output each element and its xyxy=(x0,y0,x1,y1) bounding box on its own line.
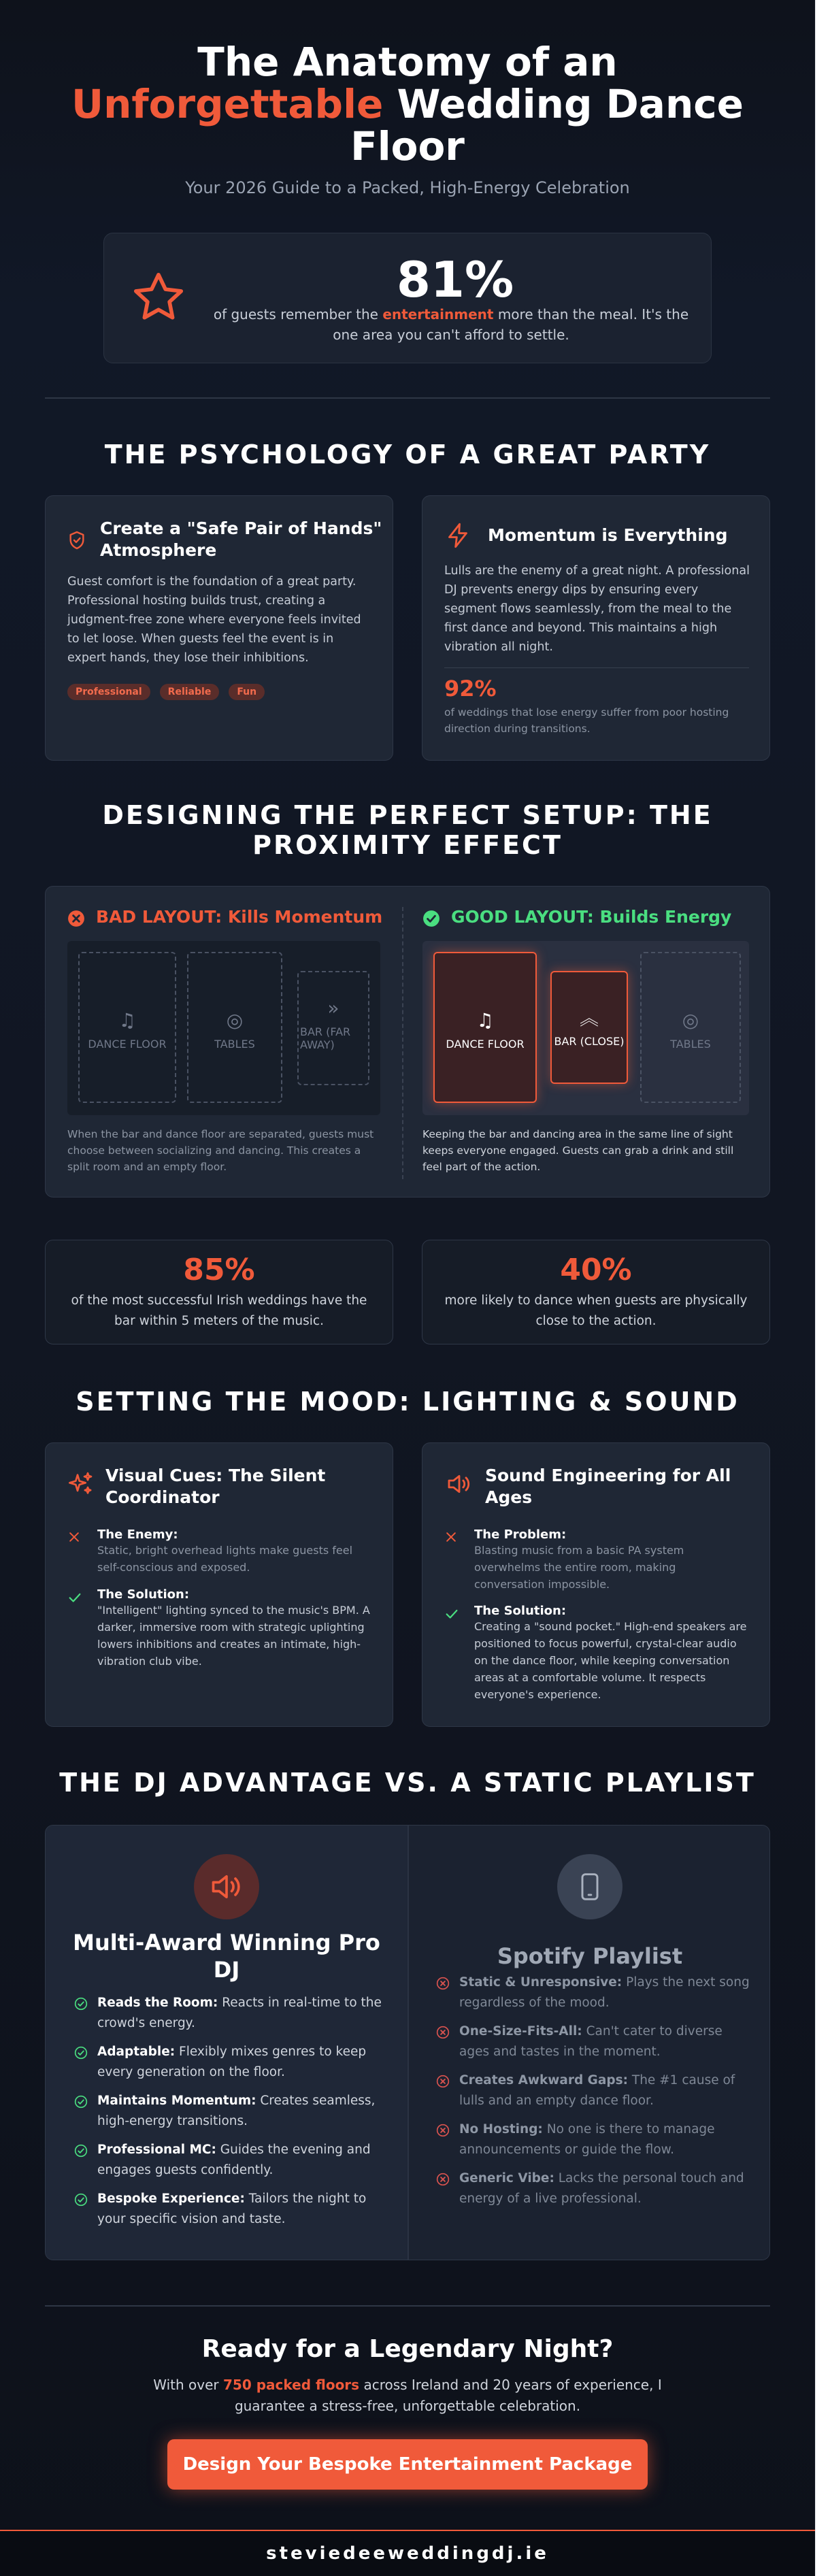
momentum-body: Lulls are the enemy of a great night. A professional DJ prevents energy dips by ensuring every segment flows seamlessly, from the meal to the first dance and beyond. This maintains a high vibration all night. xyxy=(444,564,750,654)
target-icon: ◎ xyxy=(682,1009,699,1031)
item-label: Maintains Momentum: xyxy=(97,2094,256,2108)
x-circle-icon xyxy=(436,2075,450,2088)
playlist-item xyxy=(436,2021,756,2062)
check-circle-icon xyxy=(74,2046,88,2060)
hero-stat-card xyxy=(103,233,712,363)
safe-hands-card xyxy=(45,495,393,761)
momentum-title: Momentum is Everything xyxy=(488,525,728,545)
enemy-label: The Enemy: xyxy=(97,1528,178,1542)
zone-tables-bad xyxy=(187,952,282,1103)
mood-title: SETTING THE MOOD: LIGHTING & SOUND xyxy=(76,1387,740,1417)
item-text: Tailors the night to your specific vision and taste. xyxy=(97,2192,367,2226)
check-circle-icon xyxy=(74,1997,88,2011)
footer-site[interactable]: steviedeeweddingdj.ie xyxy=(0,2530,815,2576)
momentum-card xyxy=(422,495,770,761)
cta-text-before: With over xyxy=(153,2377,219,2393)
stat-text: of the most successful Irish weddings have the bar within 5 meters of the music. xyxy=(71,1293,367,1328)
stat-value: 40% xyxy=(560,1253,632,1287)
layout-comparison-card xyxy=(45,886,770,1198)
chevrons-up-icon: ︽ xyxy=(579,1007,599,1029)
dj-item xyxy=(74,2189,394,2230)
solution-text: Creating a "sound pocket." High-end speakers are positioned to focus powerful, crystal-clear audio on the dance floor, while keeping conversation areas at a comfortable volume. It respects everyone's experience. xyxy=(474,1620,747,1701)
tag-professional: Professional xyxy=(67,684,150,700)
item-label: Reads the Room: xyxy=(97,1996,218,2010)
lightning-icon xyxy=(444,521,471,550)
x-circle-icon xyxy=(436,2026,450,2039)
item-label: Generic Vibe: xyxy=(459,2171,554,2185)
x-circle-icon xyxy=(436,2173,450,2186)
sound-engineering-title: Sound Engineering for All Ages xyxy=(485,1466,731,1507)
x-circle-icon xyxy=(436,1977,450,1990)
zone-label: TABLES xyxy=(670,1038,711,1051)
safe-hands-body: Guest comfort is the foundation of a great party. Professional hosting builds trust, creating a judgment-free zone where everyone feels invited to let loose. When guests feel the event is in expert hands, they lose their inhibitions. xyxy=(67,575,361,665)
x-circle-icon xyxy=(436,2124,450,2137)
music-note-icon: ♫ xyxy=(118,1009,136,1031)
safe-hands-title: Create a "Safe Pair of Hands" Atmosphere xyxy=(100,518,382,560)
hero-stat-value: 81% xyxy=(396,251,514,308)
check-circle-icon xyxy=(74,2193,88,2207)
zone-label: BAR (FAR AWAY) xyxy=(300,1025,351,1051)
tag-list xyxy=(67,684,265,700)
psychology-title: THE PSYCHOLOGY OF A GREAT PARTY xyxy=(104,440,711,469)
hero-stat-accent: entertainment xyxy=(382,306,494,323)
title-line-3: Floor xyxy=(350,123,465,169)
bad-layout-diagram xyxy=(67,941,380,1115)
check-circle-icon xyxy=(422,910,440,927)
problem-text: Blasting music from a basic PA system overwhelms the entire room, making conversation impossible. xyxy=(474,1544,684,1591)
solution-text: "Intelligent" lighting synced to the music's BPM. A darker, immersive room with strategic uplighting lowers inhibitions and creates an intimate, high-vibration club vibe. xyxy=(97,1604,370,1668)
cta-text-after: across Ireland and 20 years of experience, I guarantee a stress-free, unforgettable celebration. xyxy=(234,2377,662,2414)
item-label: No Hosting: xyxy=(459,2122,543,2136)
scrollbar-track[interactable] xyxy=(815,0,830,2576)
item-text: The #1 cause of lulls and an empty dance floor. xyxy=(459,2073,735,2108)
item-text: Flexibly mixes genres to keep every generation on the floor. xyxy=(97,2045,367,2079)
check-circle-icon xyxy=(74,2144,88,2158)
bad-layout-heading: BAD LAYOUT: Kills Momentum xyxy=(96,907,383,927)
setup-title-line-2: PROXIMITY EFFECT xyxy=(252,830,563,860)
cta-text-accent: 750 packed floors xyxy=(223,2377,360,2393)
zone-dance-floor-bad xyxy=(78,952,176,1103)
dj-item xyxy=(74,1993,394,2034)
zone-tables-good xyxy=(640,952,741,1103)
momentum-divider xyxy=(444,667,749,668)
title-line-1: The Anatomy of an xyxy=(197,39,618,85)
layout-divider xyxy=(402,907,403,1179)
chevrons-right-icon: » xyxy=(327,997,339,1019)
speaker-icon xyxy=(444,1470,474,1498)
title-line-2: Wedding Dance xyxy=(397,81,744,127)
tag-reliable: Reliable xyxy=(160,684,220,700)
visual-cues-title: Visual Cues: The Silent Coordinator xyxy=(105,1466,326,1507)
divider xyxy=(45,2305,770,2307)
playlist-item xyxy=(436,2070,756,2111)
design-package-button[interactable]: Design Your Bespoke Entertainment Package xyxy=(167,2439,648,2490)
item-text: Can't cater to diverse ages and tastes in the moment. xyxy=(459,2024,723,2059)
dj-item xyxy=(74,2042,394,2083)
comparison-title: THE DJ ADVANTAGE VS. A STATIC PLAYLIST xyxy=(59,1768,756,1798)
zone-label: BAR (CLOSE) xyxy=(554,1035,625,1048)
item-label: Adaptable: xyxy=(97,2045,176,2059)
hero-stat-text-before: of guests remember the xyxy=(213,306,378,323)
solution-label: The Solution: xyxy=(97,1587,190,1602)
good-layout-caption: Keeping the bar and dancing area in the same line of sight keeps everyone engaged. Guests can grab a drink and still feel part of the action. xyxy=(422,1128,734,1173)
momentum-stat-text: of weddings that lose energy suffer from poor hosting direction during transitions. xyxy=(444,706,729,735)
shield-check-icon xyxy=(66,529,88,551)
dj-item xyxy=(74,2140,394,2181)
check-icon xyxy=(67,1590,82,1605)
item-label: One-Size-Fits-All: xyxy=(459,2024,582,2038)
item-label: Static & Unresponsive: xyxy=(459,1975,622,1989)
item-label: Creates Awkward Gaps: xyxy=(459,2073,628,2087)
good-layout-heading: GOOD LAYOUT: Builds Energy xyxy=(451,907,732,927)
hero-stat-text-after: more than the meal. It's the one area you can't afford to settle. xyxy=(333,306,689,343)
hero-stat-text xyxy=(206,304,696,345)
item-text: Guides the evening and engages guests confidently. xyxy=(97,2143,371,2177)
zone-label: DANCE FLOOR xyxy=(446,1038,525,1051)
playlist-item xyxy=(436,2168,756,2209)
cta-title: Ready for a Legendary Night? xyxy=(201,2335,614,2363)
tag-fun: Fun xyxy=(229,684,265,700)
x-icon xyxy=(67,1530,81,1544)
check-icon xyxy=(444,1606,459,1621)
phone-icon xyxy=(575,1868,605,1906)
cta-text xyxy=(143,2375,672,2417)
x-circle-icon xyxy=(67,910,85,927)
zone-label: TABLES xyxy=(214,1038,255,1051)
zone-bar-close-good xyxy=(550,971,628,1084)
bad-layout-caption: When the bar and dance floor are separated, guests must choose between socializing and dancing. This creates a split room and an empty floor. xyxy=(67,1128,374,1173)
star-icon xyxy=(130,269,187,326)
dj-item xyxy=(74,2091,394,2132)
momentum-stat-value: 92% xyxy=(444,676,497,701)
check-circle-icon xyxy=(74,2095,88,2109)
zone-label: DANCE FLOOR xyxy=(88,1038,167,1051)
page-title xyxy=(0,41,815,167)
comparison-card xyxy=(45,1825,770,2260)
speaker-icon xyxy=(209,1869,244,1904)
stat-value: 85% xyxy=(183,1253,255,1287)
music-note-icon: ♫ xyxy=(476,1009,494,1031)
item-text: Reacts in real-time to the crowd's energy. xyxy=(97,1996,382,2030)
item-text: No one is there to manage announcements or guide the flow. xyxy=(459,2122,715,2157)
visual-cues-card xyxy=(45,1442,393,1727)
item-text: Plays the next song regardless of the mood. xyxy=(459,1975,750,2010)
target-icon: ◎ xyxy=(226,1009,244,1031)
good-layout-diagram xyxy=(422,941,749,1115)
playlist-title: Spotify Playlist xyxy=(497,1943,683,1969)
problem-label: The Problem: xyxy=(474,1528,567,1542)
sparkles-icon xyxy=(67,1470,95,1498)
stat-card-40 xyxy=(422,1240,770,1344)
setup-title xyxy=(0,800,815,860)
divider xyxy=(45,397,770,399)
zone-dance-floor-good xyxy=(433,952,537,1103)
playlist-item xyxy=(436,2119,756,2160)
x-icon xyxy=(444,1530,458,1544)
dj-icon-circle xyxy=(194,1854,259,1919)
stat-text: more likely to dance when guests are physically close to the action. xyxy=(444,1293,748,1328)
solution-label: The Solution: xyxy=(474,1604,567,1618)
stat-card-85 xyxy=(45,1240,393,1344)
enemy-text: Static, bright overhead lights make guests feel self-conscious and exposed. xyxy=(97,1544,353,1574)
sound-engineering-card xyxy=(422,1442,770,1727)
page-subtitle: Your 2026 Guide to a Packed, High-Energy Celebration xyxy=(185,178,630,197)
zone-bar-far-bad xyxy=(297,971,369,1085)
playlist-icon-circle xyxy=(557,1854,622,1919)
playlist-item xyxy=(436,1972,756,2013)
dj-title: Multi-Award Winning Pro DJ xyxy=(73,1930,380,1983)
item-text: Lacks the personal touch and energy of a live professional. xyxy=(459,2171,744,2206)
item-label: Professional MC: xyxy=(97,2143,216,2157)
item-label: Bespoke Experience: xyxy=(97,2192,245,2206)
title-accent: Unforgettable xyxy=(71,81,384,127)
setup-title-line-1: DESIGNING THE PERFECT SETUP: THE xyxy=(102,800,713,830)
item-text: Creates seamless, high-energy transitions. xyxy=(97,2094,376,2128)
